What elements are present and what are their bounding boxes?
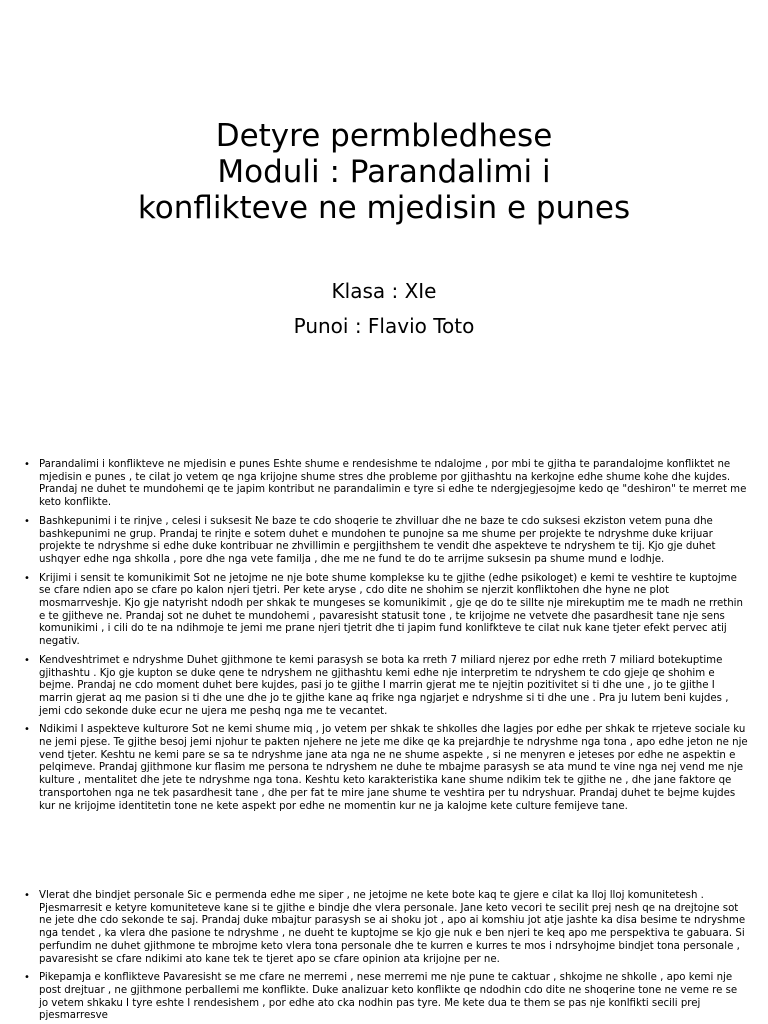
bullet-text: Krijimi i sensit te komunikimit Sot ne jetojme ne nje bote shume komplekse ku te gjithe (edhe psikologet) e kemi te veshtire te kuptojme se cfare ndien apo se cfare po kalon njeri tjetri. Per kete aryse , cdo dite ne shohim se njerzit konfliktohen dhe hyne ne plot mosmarrveshje. Kjo gje natyrisht ndodh per shkak te mungeses se komunikimit , gje qe do te sillte nje mirekuptim me te madh ne rrethin e te gjitheve ne. Prandaj sot ne duhet te mundohemi , pavaresisht statusit tone , te krijojme ne vetvete dhe pasardhesit tane nje sens komunikimi , i cili do te na ndihmoje te jemi me prane njeri tjetrit dhe ti japim fund konlifkteve te cilat nuk kane tjeter efekt pervec atij negativ. bbox=[39, 572, 743, 648]
bullet-item bbox=[24, 890, 748, 966]
bullet-item bbox=[24, 459, 748, 510]
bullet-text: Kendveshtrimet e ndryshme Duhet gjithmone te kemi parasysh se bota ka rreth 7 miliard njerez por edhe rreth 7 miliard botekuptime gjithashtu . Kjo gje kupton se duke qene te ndryshem ne gjithashtu kemi edhe nje interpretim te ndryshem te cdo gjeje qe shohim e bejme. Prandaj ne cdo moment duhet bere kujdes, pasi jo te gjithe I marrin gjerat me te njejtin pozitivitet si ti dhe une , jo te gjithe I marrin gjerat aq me pasion si ti dhe une dhe jo te gjithe kane aq frike nga ngjarjet e ndryshme si ti dhe une . Pra ju lutem beni kujdes , jemi cdo sekonde duke ecur ne ujera me peshq nga me te vecantet. bbox=[39, 654, 729, 717]
bullet-icon: • bbox=[24, 654, 30, 666]
bullet-item bbox=[24, 516, 748, 567]
content-slide-2 bbox=[0, 862, 768, 1024]
bullet-icon: • bbox=[24, 972, 30, 984]
title-line-3: konflikteve ne mjedisin e punes bbox=[137, 190, 631, 226]
author-line: Punoi : Flavio Toto bbox=[293, 314, 475, 338]
bullet-list bbox=[24, 459, 748, 819]
bullet-item bbox=[24, 972, 748, 1023]
content-slide-1 bbox=[0, 432, 768, 862]
title-line-1: Detyre permbledhese bbox=[215, 118, 553, 154]
slide-title bbox=[40, 118, 728, 226]
bullet-list bbox=[24, 890, 748, 1024]
bullet-icon: • bbox=[24, 890, 30, 901]
title-line-2: Moduli : Parandalimi i bbox=[217, 154, 551, 190]
bullet-icon: • bbox=[24, 459, 30, 470]
bullet-item bbox=[24, 573, 748, 649]
bullet-text: Parandalimi i konflikteve ne mjedisin e punes Eshte shume e rendesishme te ndalojme , por mbi te gjitha te parandalojme konfliktet ne mjedisin e punes , te cilat jo vetem qe nga krijojne shume stres dhe probleme por gjithashtu na kerkojne edhe shume kohe dhe kujdes. Prandaj ne duhet te mundohemi qe te japim kontribut ne parandalimin e tyre si edhe te ndergjegjesojme kedo qe "deshiron" te merret me keto konflikte. bbox=[39, 459, 747, 509]
title-slide bbox=[0, 0, 768, 432]
bullet-item bbox=[24, 724, 748, 813]
bullet-icon: • bbox=[24, 515, 30, 527]
bullet-icon: • bbox=[24, 724, 30, 736]
bullet-text: Bashkepunimi i te rinjve , celesi i suksesit Ne baze te cdo shoqerie te zhvilluar dhe ne baze te cdo suksesi ekziston vetem puna dhe bashkepunimi ne grup. Prandaj te rinjte e sotem duhet e mundohen te punojne sa me shume per projekte te ndryshme duke krijuar projekte te ndryshme si edhe duke kontribuar ne zhvillimin e pergjithshem te vendit dhe aspekteve te ndryshem te tij. Kjo gje duhet ushqyer edhe nga shkolla , pore dhe nga vete familja , dhe me ne fund te do te arrijme suksesin pa shume mund e lodhje. bbox=[39, 515, 716, 565]
bullet-item bbox=[24, 655, 748, 719]
bullet-text: Ndikimi I aspekteve kulturore Sot ne kemi shume miq , jo vetem per shkak te shkolles dhe lagjes por edhe per shkak te rrjeteve sociale ku ne jemi pjese. Te gjithe besoj jemi njohur te pakten njehere ne jete me dike qe ka prejardhje te ndryshme nga tona , apo edhe jeton ne nje vend tjeter. Keshtu ne kemi pare se sa te ndryshme jane ata nga ne ne shume aspekte , si ne menyren e jeteses por edhe ne aspektin e pelqimeve. Prandaj gjithmone kur flasim me persona te ndryshem ne duhe te mbajme parasysh se ata mund te vine nga nej vend me nje kulture , mentalitet dhe jete te ndryshme nga tona. Keshtu keto karakteristika kane shume ndikim tek te gjithe ne , dhe jane faktore qe transportohen nga ne tek pasardhesit tane , dhe per fat te mire jane shume te veshtira per tu ndryshuar. Prandaj duhet te bejme kujdes kur ne krijojme identitetin tone ne kete aspekt por edhe ne momentin kur ne ja kalojme kete culture femijeve tane. bbox=[39, 724, 748, 812]
class-line: Klasa : XIe bbox=[331, 279, 437, 303]
bullet-icon: • bbox=[24, 572, 30, 584]
bullet-text: Pikepamja e konflikteve Pavaresisht se me cfare ne merremi , nese merremi me nje pune te caktuar , shkojme ne shkolle , apo kemi nje post drejtuar , ne gjithmone perballemi me konflikte. Duke analizuar keto konflikte qe ndodhin cdo dite ne shoqerine tone ne veme re se jo vetem shkaku I tyre eshte I rendesishem , por edhe ato cka nodhin pas tyre. Me kete dua te them se pas nje konlfikti secili prej pjesmarresve bbox=[39, 972, 738, 1022]
bullet-text: Vlerat dhe bindjet personale Sic e permenda edhe me siper , ne jetojme ne kete bote kaq te gjere e cilat ka lloj lloj komunitetesh . Pjesmarresit e ketyre komuniteteve kane si te gjithe e bindje dhe vlera personale. Jane keto vecori te secilit prej nesh qe na drejtojne sot ne jete dhe cdo sekonde te saj. Prandaj duke mbajtur parasysh se ai shoku jot , apo ai komshiu jot atje jashte ka disa besime te ndryshme nga tendet , ka vlera dhe pasione te ndryshme , ne dueht te kuptojme se kjo gje nuk e ben njeri te keq apo me perspektiva te gabuara. Si perfundim ne duhet gjithmone te mbrojme keto vlera tona personale dhe te kurren e kurres te mos i ndrsyhojme bindjet tona personale , pavaresisht se cfare ndikimi ato kane tek te tjeret apo se cfare opinion ata krijojne per ne. bbox=[39, 890, 746, 965]
